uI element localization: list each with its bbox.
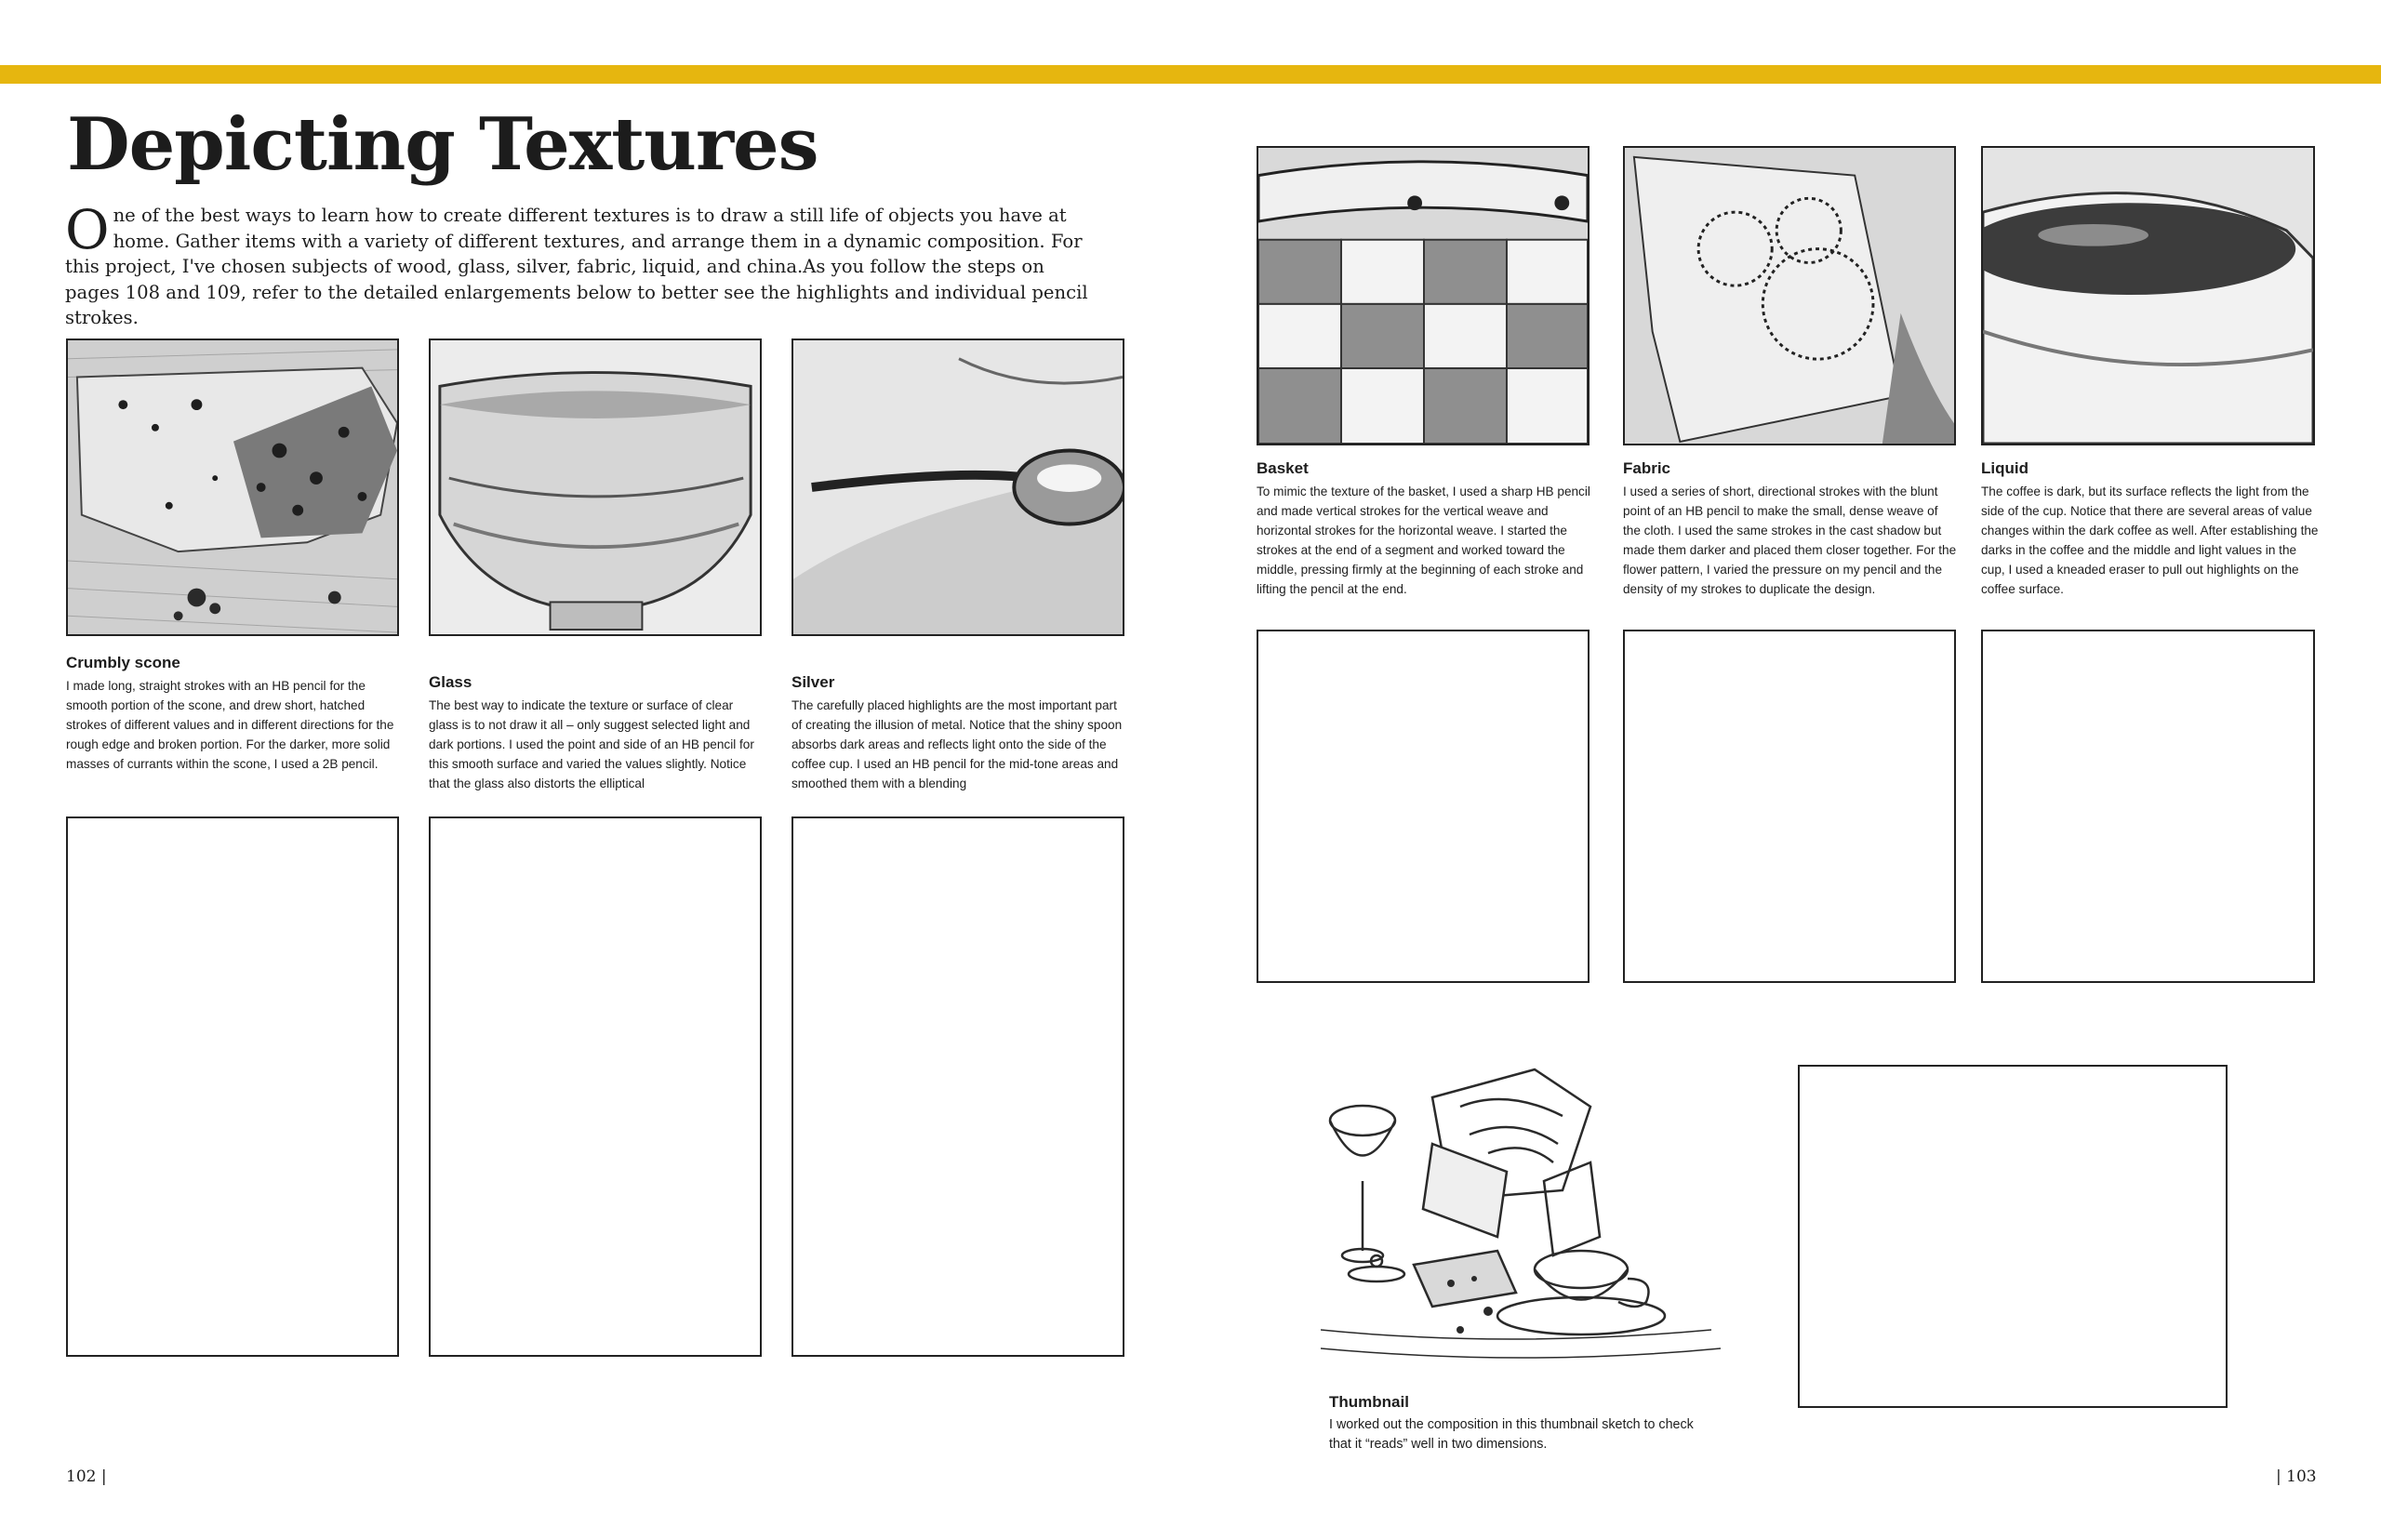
caption-liquid-text: The coffee is dark, but its surface reflects the light from the side of the cup. Notice that there are several areas of value changes within the dark coffee as well. After establishing the darks in the coffee and the middle and light values in the cup, I used a kneaded eraser to pull out highlights on the coffee surface. — [1981, 485, 2319, 596]
intro-paragraph — [65, 198, 1097, 331]
caption-scone — [66, 653, 401, 774]
caption-liquid-title: Liquid — [1981, 459, 2029, 477]
thumbnail-sketch — [1321, 1051, 1730, 1367]
practice-box-basket — [1257, 630, 1590, 983]
caption-fabric — [1623, 458, 1958, 599]
liquid-illustration — [1981, 146, 2315, 445]
caption-thumbnail-text: I worked out the composition in this thumbnail sketch to check that it “reads” well in two dimensions. — [1329, 1417, 1694, 1452]
caption-basket — [1257, 458, 1601, 599]
drop-cap: O — [65, 198, 110, 261]
caption-glass-title: Glass — [429, 673, 472, 691]
caption-silver-text: The carefully placed highlights are the most important part of creating the illusion of metal. Notice that the shiny spoon absorbs dark areas and reflects light onto the side of the coffee cup. I used an HB pencil for the mid-tone areas and smoothed them with a blending — [791, 698, 1123, 790]
intro-text: ne of the best ways to learn how to create different textures is to draw a still life of objects you have at home. Gather items with a variety of different textures, and arrange them in a dynamic composition. For this project, I've chosen subjects of wood, glass, silver, fabric, liquid, and china.As you follow the steps on pages 108 and 109, refer to the detailed enlargements below to better see the highlights and individual pencil strokes. — [65, 205, 1088, 328]
page-number-left: 102 | — [66, 1467, 107, 1486]
practice-box-scone — [66, 816, 399, 1357]
accent-bar — [0, 65, 2381, 84]
caption-scone-title: Crumbly scone — [66, 654, 180, 671]
practice-box-thumbnail — [1798, 1065, 2228, 1408]
caption-thumbnail — [1329, 1392, 1701, 1454]
caption-liquid — [1981, 458, 2321, 599]
practice-box-glass — [429, 816, 762, 1357]
caption-basket-text: To mimic the texture of the basket, I used a sharp HB pencil and made vertical strokes for the vertical weave and horizontal strokes for the horizontal weave. I started the strokes at the end of a segment and worked toward the middle, pressing firmly at the beginning of each stroke and lifting the pencil at the end. — [1257, 485, 1590, 596]
silver-illustration — [791, 339, 1124, 636]
basket-illustration — [1257, 146, 1590, 445]
page-title: Depicting Textures — [67, 102, 818, 187]
practice-box-silver — [791, 816, 1124, 1357]
caption-glass-text: The best way to indicate the texture or surface of clear glass is to not draw it all – only suggest selected light and dark portions. I used the point and side of an HB pencil for this smooth surface and varied the values slightly. Notice that the glass also distorts the elliptical — [429, 698, 754, 790]
caption-silver-title: Silver — [791, 673, 835, 691]
caption-silver — [791, 672, 1126, 793]
caption-thumbnail-title: Thumbnail — [1329, 1393, 1409, 1411]
practice-box-liquid — [1981, 630, 2315, 983]
caption-basket-title: Basket — [1257, 459, 1309, 477]
scone-illustration — [66, 339, 399, 636]
page-number-right: | 103 — [2276, 1467, 2317, 1486]
fabric-illustration — [1623, 146, 1956, 445]
caption-scone-text: I made long, straight strokes with an HB pencil for the smooth portion of the scone, and drew short, hatched strokes of different values and in different directions for the rough edge and broken portion. For the darker, more solid masses of currants within the scone, I used a 2B pencil. — [66, 679, 394, 771]
caption-glass — [429, 672, 764, 793]
glass-illustration — [429, 339, 762, 636]
practice-box-fabric — [1623, 630, 1956, 983]
caption-fabric-text: I used a series of short, directional strokes with the blunt point of an HB pencil to make the small, dense weave of the cloth. I used the same strokes in the cast shadow but made them darker and placed them closer together. For the flower pattern, I varied the pressure on my pencil and the density of my strokes to duplicate the design. — [1623, 485, 1957, 596]
caption-fabric-title: Fabric — [1623, 459, 1671, 477]
